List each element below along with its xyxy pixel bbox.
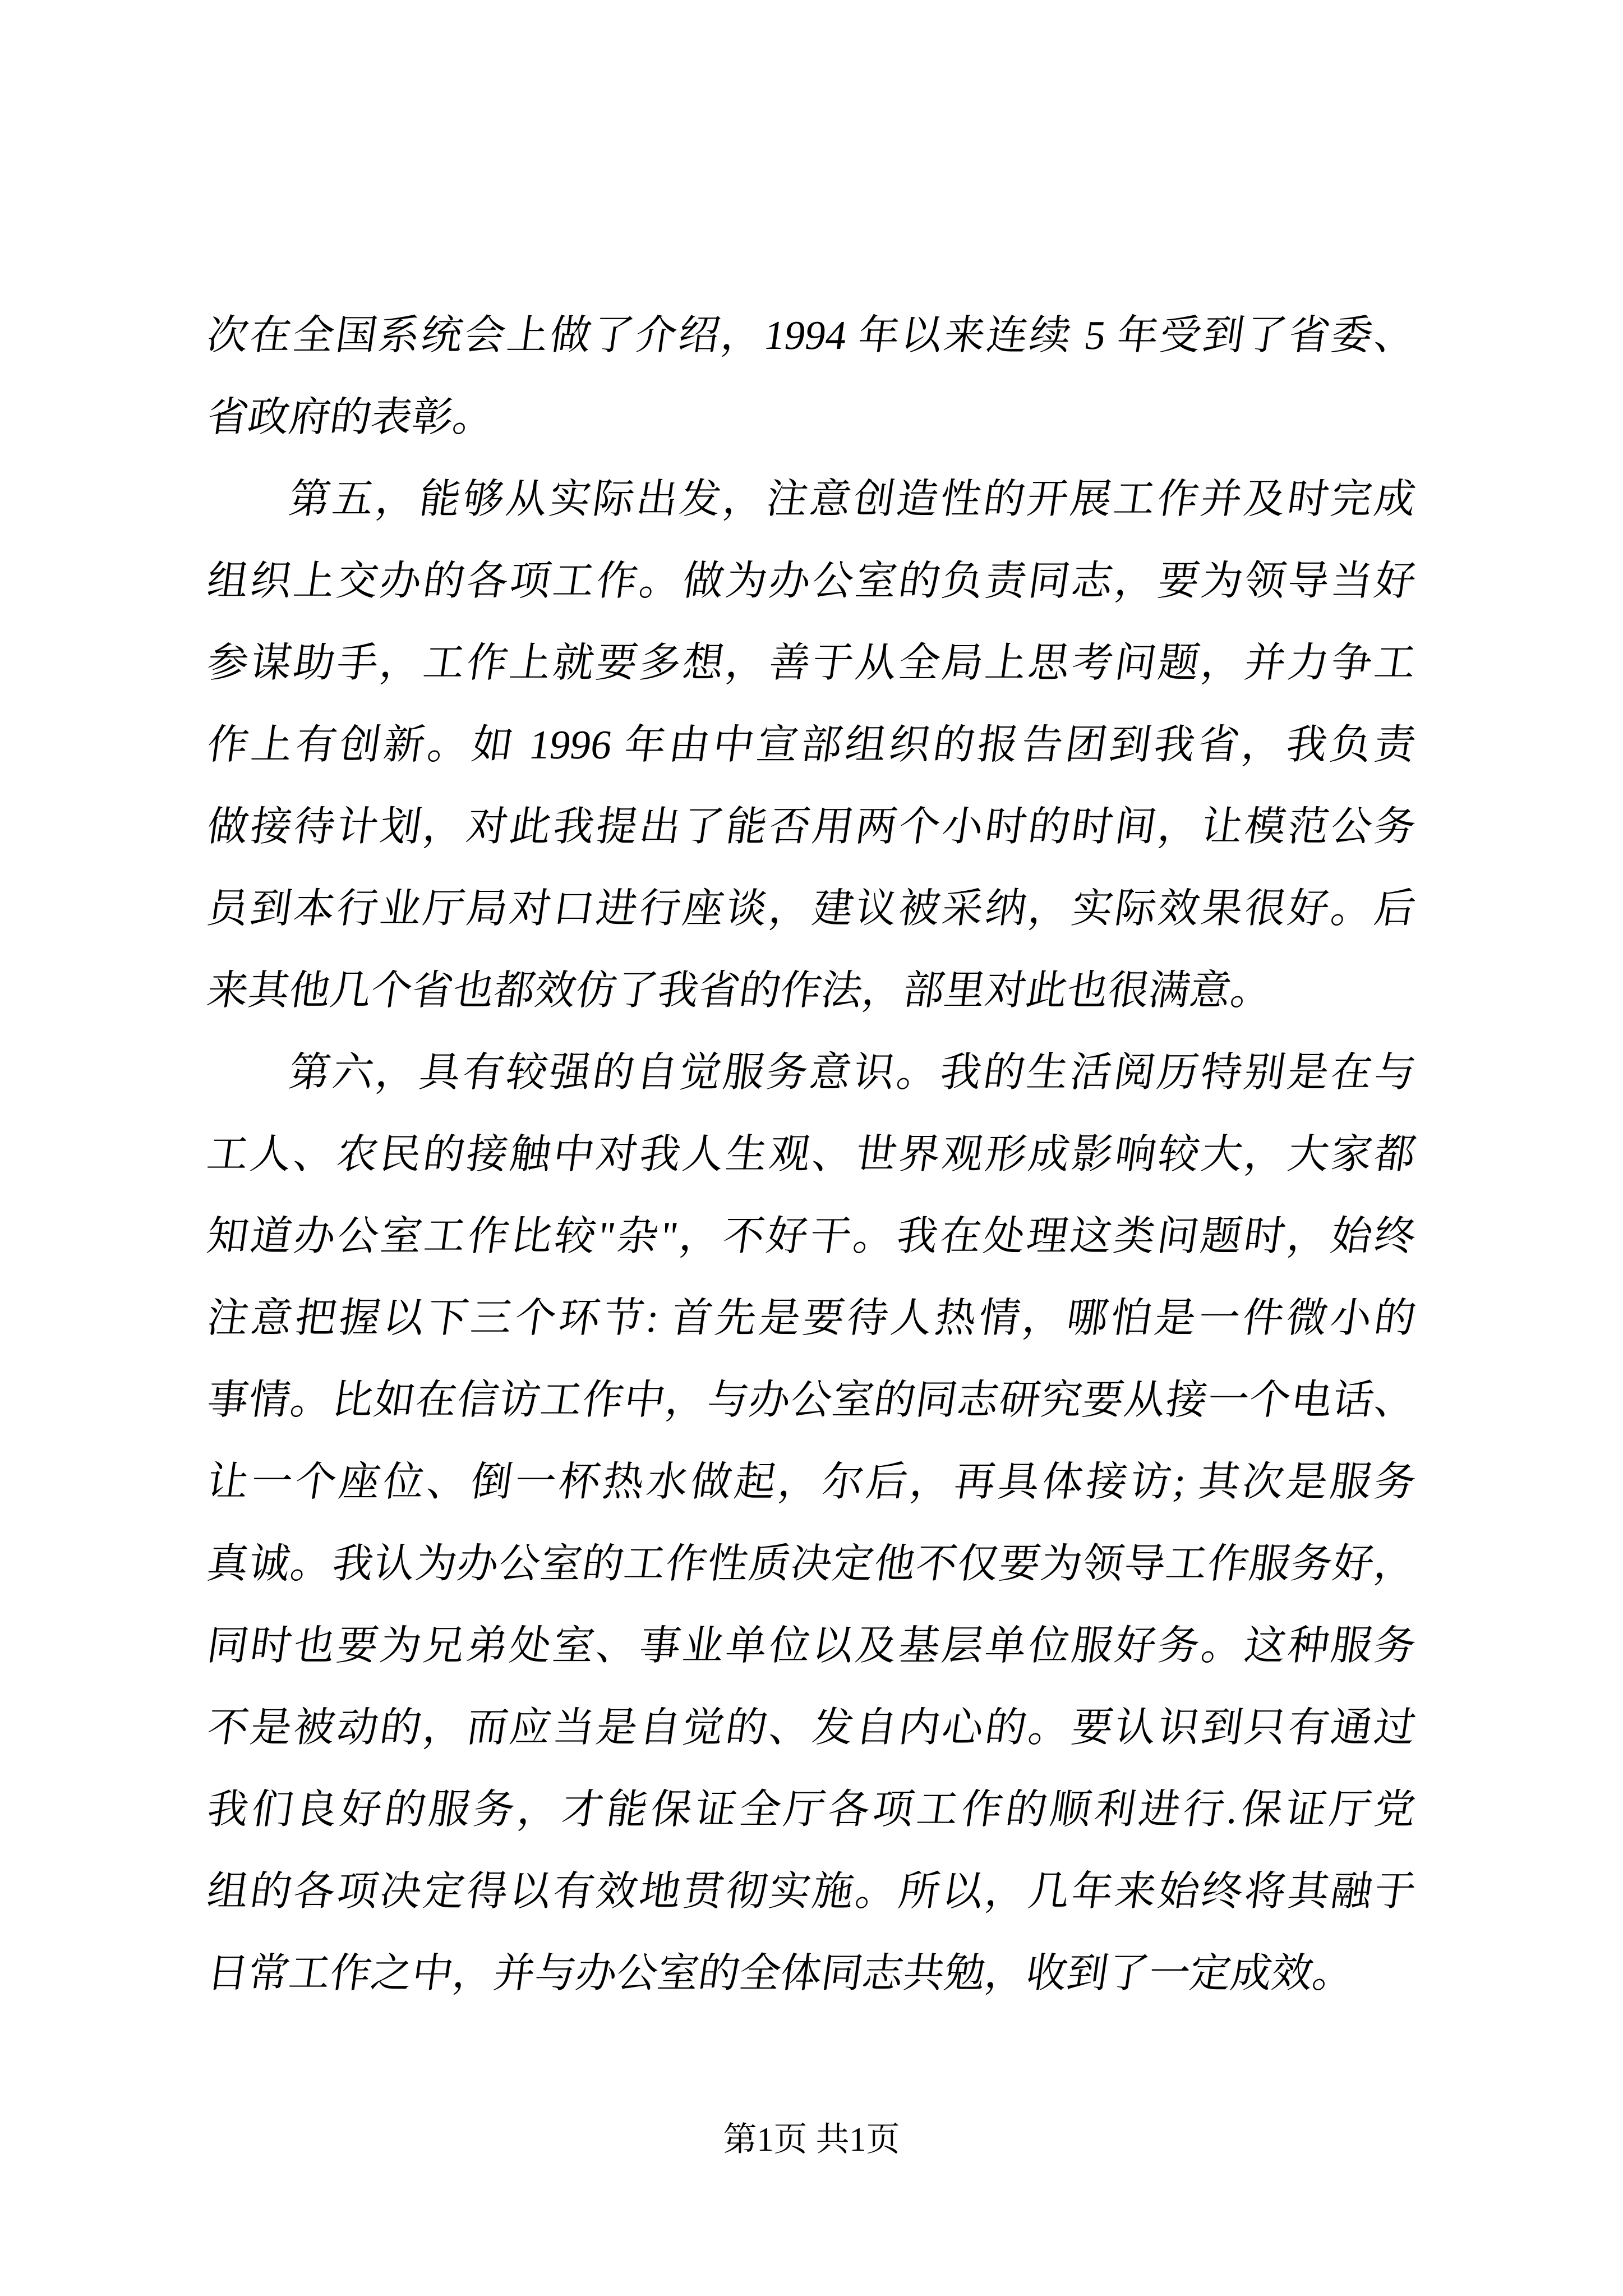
body-line: 我们良好的服务，才能保证全厅各项工作的顺利进行.保证厅党 [204,1787,1419,1832]
body-line: 让一个座位、倒一杯热水做起，尔后，再具体接访; 其次是服务 [204,1459,1419,1504]
body-line: 第五，能够从实际出发，注意创造性的开展工作并及时完成 [286,476,1419,522]
body-line: 省政府的表彰。 [204,394,497,440]
body-line: 员到本行业厅局对口进行座谈，建议被采纳，实际效果很好。后 [204,886,1419,931]
body-line: 事情。比如在信访工作中，与办公室的同志研究要从接一个电话、 [204,1377,1419,1423]
text-body [204,295,1419,2014]
body-line: 日常工作之中，并与办公室的全体同志共勉，收到了一定成效。 [204,1950,1357,1996]
page-footer: 第1页 共1页 [723,2121,900,2158]
body-line: 作上有创新。如 1996 年由中宣部组织的报告团到我省，我负责 [204,722,1419,767]
body-line: 注意把握以下三个环节: 首先是要待人热情，哪怕是一件微小的 [204,1295,1419,1341]
body-line: 不是被动的，而应当是自觉的、发自内心的。要认识到只有通过 [204,1705,1419,1750]
body-line: 工人、农民的接触中对我人生观、世界观形成影响较大，大家都 [204,1131,1419,1177]
body-line: 真诚。我认为办公室的工作性质决定他不仅要为领导工作服务好， [204,1541,1419,1586]
body-line: 组织上交办的各项工作。做为办公室的负责同志，要为领导当好 [204,558,1419,604]
body-line: 同时也要为兄弟处室、事业单位以及基层单位服好务。这种服务 [204,1623,1419,1668]
body-line: 参谋助手，工作上就要多想，善于从全局上思考问题，并力争工 [204,640,1419,685]
body-line: 次在全国系统会上做了介绍，1994 年以来连续 5 年受到了省委、 [204,312,1419,358]
body-line: 知道办公室工作比较"杂"，不好干。我在处理这类问题时，始终 [204,1213,1419,1259]
body-line: 组的各项决定得以有效地贯彻实施。所以，几年来始终将其融于 [204,1869,1419,1914]
body-line: 第六，具有较强的自觉服务意识。我的生活阅历特别是在与 [286,1050,1419,1095]
body-line: 做接待计划，对此我提出了能否用两个小时的时间，让模范公务 [204,804,1419,849]
body-line: 来其他几个省也都效仿了我省的作法，部里对此也很满意。 [204,968,1275,1013]
